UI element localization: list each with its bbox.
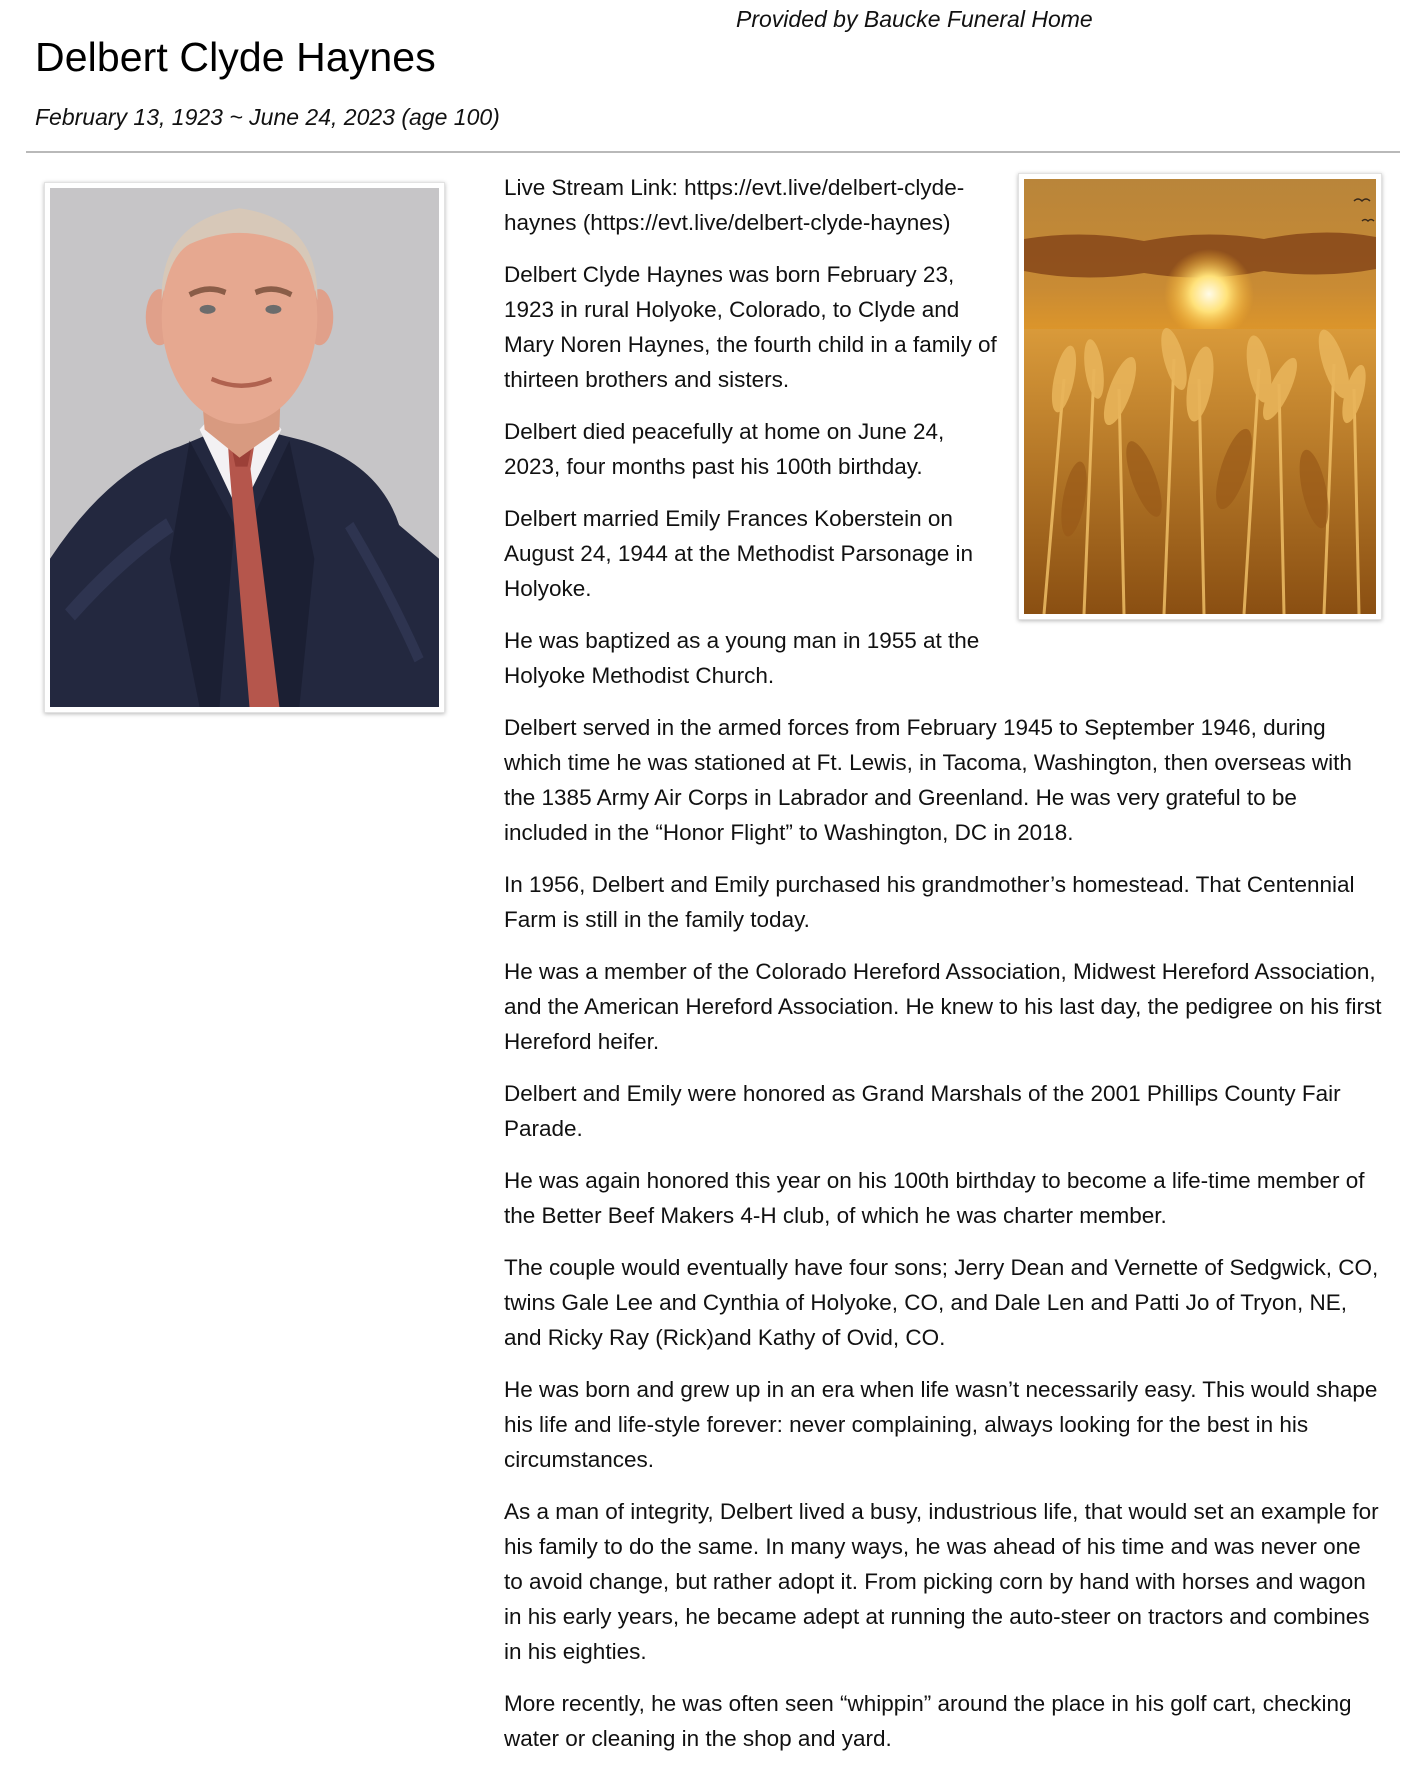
obituary-paragraph: Delbert Clyde Haynes was born February 23, 1923 in rural Holyoke, Colorado, to Clyde and Mary Noren Haynes, the fourth child in a family of thirteen brothers and sisters. xyxy=(504,262,997,392)
obituary-paragraph: He was a member of the Colorado Hereford Association, Midwest Hereford Association, and the American Hereford Association. He knew to his last day, the pedigree on his first Hereford heifer. xyxy=(504,959,1382,1054)
obituary-paragraph: The couple would eventually have four sons; Jerry Dean and Vernette of Sedgwick, CO, twins Gale Lee and Cynthia of Holyoke, CO, and Dale Len and Patti Jo of Tryon, NE, and Ricky Ray (Rick)and Kathy of Ovid, CO. xyxy=(504,1255,1379,1350)
obituary-paragraph: He was baptized as a young man in 1955 at the Holyoke Methodist Church. xyxy=(504,628,980,688)
wheat-sunset-photo xyxy=(1024,179,1376,614)
obituary-paragraph: Delbert married Emily Frances Koberstein on August 24, 1944 at the Methodist Parsonage in Holyoke. xyxy=(504,506,974,601)
obituary-paragraph: Delbert and Emily were honored as Grand Marshals of the 2001 Phillips County Fair Parade. xyxy=(504,1081,1341,1141)
live-stream-url-parenthetical: (https://evt.live/delbert-clyde-haynes) xyxy=(576,210,951,235)
wheat-image-frame xyxy=(1018,173,1382,620)
portrait-photo xyxy=(50,188,439,707)
obituary-paragraph: In 1956, Delbert and Emily purchased his grandmother’s homestead. That Centennial Farm is still in the family today. xyxy=(504,872,1355,932)
live-stream-link[interactable]: https://evt.live/delbert-clyde-haynes xyxy=(504,175,965,235)
page-title: Delbert Clyde Haynes xyxy=(35,34,436,80)
obituary-paragraph: Delbert died peacefully at home on June 24, 2023, four months past his 100th birthday. xyxy=(504,419,945,479)
obituary-paragraph: He was again honored this year on his 100th birthday to become a life-time member of the Better Beef Makers 4-H club, of which he was charter member. xyxy=(504,1168,1365,1228)
obituary-paragraph: He was born and grew up in an era when life wasn’t necessarily easy. This would shape his life and life-style forever: never complaining, always looking for the best in his circumstances. xyxy=(504,1377,1378,1472)
funeral-home-credit: Provided by Baucke Funeral Home xyxy=(736,6,1093,32)
live-stream-label: Live Stream Link: xyxy=(504,175,685,200)
obituary-paragraph: As a man of integrity, Delbert lived a busy, industrious life, that would set an example for his family to do the same. In many ways, he was ahead of his time and was never one to avoid change, but rather adopt it. From picking corn by hand with horses and wagon in his early years, he became adept at running the auto-steer on tractors and combines in his eighties. xyxy=(504,1499,1379,1664)
obituary-paragraph: More recently, he was often seen “whippin” around the place in his golf cart, checking water or cleaning in the shop and yard. xyxy=(504,1691,1352,1751)
header-divider xyxy=(26,151,1400,153)
obituary-paragraph: Delbert served in the armed forces from February 1945 to September 1946, during which time he was stationed at Ft. Lewis, in Tacoma, Washington, then overseas with the 1385 Army Air Corps in Labrador and Greenland. He was very grateful to be included in the “Honor Flight” to Washington, DC in 2018. xyxy=(504,715,1352,845)
life-dates: February 13, 1923 ~ June 24, 2023 (age 100) xyxy=(35,104,500,130)
portrait-frame xyxy=(44,182,445,713)
